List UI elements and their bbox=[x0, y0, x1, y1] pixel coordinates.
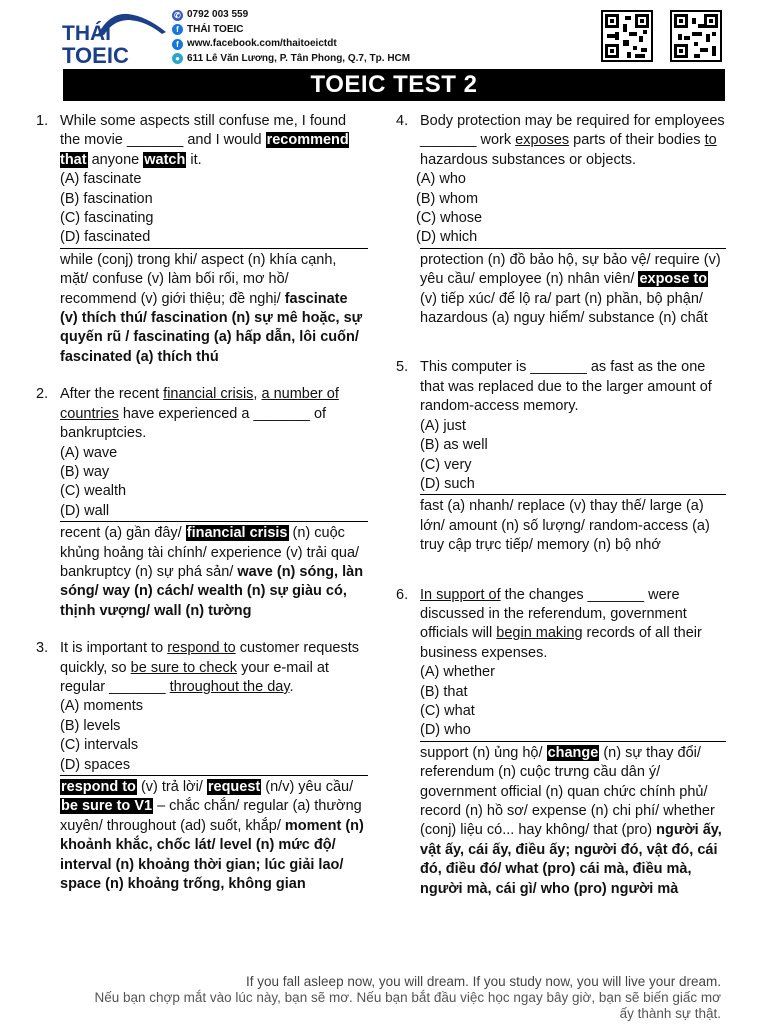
contact-address bbox=[172, 52, 410, 67]
option-b[interactable]: (B) whom bbox=[416, 190, 479, 207]
contact-facebook bbox=[172, 37, 410, 52]
qr-code-icon[interactable] bbox=[601, 10, 653, 62]
question-6 bbox=[396, 586, 726, 664]
option-d[interactable]: (D) spaces bbox=[60, 756, 131, 773]
option-c[interactable]: (C) intervals bbox=[60, 737, 139, 754]
vocabulary-notes: recent (a) gần đây/ financial crisis (n) cuộc khủng hoảng tài chính/ experience (v) trải qua/ bankruptcy (n) sự phá sản/ wave (n) sóng, làn sóng/ way (n) cách/ wealth (n) sự giàu có, thịnh vượng/ wall (n) tường bbox=[60, 521, 368, 621]
question-text: It is important to respond to customer requests quickly, so be sure to check your e-mail at regular _______ throughout the day. bbox=[60, 640, 360, 695]
option-c[interactable]: (C) whose bbox=[416, 210, 483, 227]
footer-quote-vietnamese-line1: Nếu bạn chợp mắt vào lúc này, bạn sẽ mơ. Nếu bạn bắt đầu việc học ngay bây giờ, bạn sẽ biến giấc mơ bbox=[94, 990, 721, 1005]
thai-toeic-logo bbox=[60, 8, 168, 68]
highlight: be sure to V1 bbox=[61, 798, 153, 815]
brand-name: THÁI TOEIC bbox=[187, 23, 244, 35]
options bbox=[396, 663, 726, 741]
option-d[interactable]: (D) fascinated bbox=[60, 229, 151, 246]
option-d[interactable]: (D) wall bbox=[60, 502, 110, 519]
option-a[interactable]: (A) who bbox=[416, 171, 466, 188]
highlight: change bbox=[547, 744, 599, 761]
phone-number[interactable]: 0792 003 559 bbox=[187, 9, 249, 20]
highlight: expose to bbox=[639, 271, 708, 288]
vocabulary-notes: protection (n) đồ bảo hộ, sự bảo vệ/ require (v) yêu cầu/ employee (n) nhân viên/ expose to (v) tiếp xúc/ để lộ ra/ part (n) phần, bộ phận/ hazardous (a) nguy hiểm/ substance (n) chất bbox=[420, 248, 726, 329]
option-c[interactable]: (C) fascinating bbox=[60, 210, 154, 227]
option-a[interactable]: (A) whether bbox=[420, 664, 495, 681]
question-3 bbox=[36, 639, 368, 697]
option-c[interactable]: (C) very bbox=[420, 456, 472, 473]
contact-phone bbox=[172, 8, 410, 23]
question-number: 1. bbox=[36, 113, 49, 129]
option-d[interactable]: (D) which bbox=[416, 229, 478, 246]
question-number: 3. bbox=[36, 640, 49, 657]
option-a[interactable]: (A) moments bbox=[60, 698, 143, 715]
options bbox=[36, 697, 368, 775]
option-b[interactable]: (B) as well bbox=[420, 437, 488, 454]
question-1 bbox=[36, 112, 368, 170]
contact-info bbox=[172, 8, 410, 66]
facebook-link[interactable]: www.facebook.com/thaitoeictdt bbox=[187, 38, 337, 49]
question-text: After the recent financial crisis, a number of countries have experienced a _______ of bankruptcies. bbox=[60, 386, 339, 442]
facebook-icon: f bbox=[172, 24, 183, 35]
question-number: 5. bbox=[396, 359, 409, 376]
option-b[interactable]: (B) levels bbox=[60, 717, 121, 734]
highlight: request bbox=[207, 779, 261, 795]
phone-icon: ✆ bbox=[172, 10, 183, 21]
options bbox=[36, 170, 368, 248]
option-a[interactable]: (A) fascinate bbox=[60, 171, 142, 188]
qr-code-icon[interactable] bbox=[670, 10, 722, 62]
options bbox=[396, 417, 726, 495]
option-d[interactable]: (D) who bbox=[420, 722, 471, 739]
vocabulary-notes: while (conj) trong khi/ aspect (n) khía cạnh, mặt/ confuse (v) làm bối rối, mơ hồ/ recommend (v) giới thiệu; đề nghị/ fascinate (v) thích thú/ fascination (n) sự mê hoặc, sự quyến rũ / fascinating (a) hấp dẫn, lôi cuốn/ fascinated (a) thích thú bbox=[60, 248, 368, 367]
contact-brand bbox=[172, 23, 410, 38]
left-column bbox=[36, 112, 368, 894]
vocabulary-notes: support (n) ủng hộ/ change (n) sự thay đổi/ referendum (n) cuộc trưng cầu dân ý/ government official (n) quan chức chính phủ/ record (n) hồ sơ/ expense (n) chi phí/ whether (conj) liệu có... hay không/ that (pro) người ấy, vật ấy, cái ấy, điều ấy; người đó, vật đó, cái đó, điều đó/ what (pro) cái mà, điều mà, người mà, cái gì/ who (pro) người mà bbox=[420, 741, 726, 899]
question-4 bbox=[396, 112, 726, 170]
question-number: 2. bbox=[36, 386, 49, 403]
question-text: While some aspects still confuse me, I found the movie _______ and I would recommend that anyone watch it. bbox=[60, 113, 349, 168]
option-b[interactable]: (B) fascination bbox=[60, 190, 153, 207]
options bbox=[36, 444, 368, 522]
location-pin-icon: ● bbox=[172, 53, 183, 64]
right-column bbox=[396, 112, 726, 899]
logo-text-toeic: TOEIC bbox=[62, 43, 129, 68]
option-a[interactable]: (A) wave bbox=[60, 444, 118, 461]
address-text: 611 Lê Văn Lương, P. Tân Phong, Q.7, Tp. HCM bbox=[187, 52, 411, 64]
footer-quote-english: If you fall asleep now, you will dream. If you study now, you will live your dream. bbox=[246, 974, 721, 989]
highlight: respond to bbox=[61, 779, 136, 795]
option-d[interactable]: (D) such bbox=[420, 475, 475, 492]
footer-quote-vietnamese-line2: ấy thành sự thật. bbox=[619, 1006, 721, 1021]
question-5 bbox=[396, 358, 726, 416]
highlight: financial crisis bbox=[186, 525, 288, 542]
test-title: TOEIC TEST 2 bbox=[63, 69, 725, 101]
option-c[interactable]: (C) what bbox=[420, 702, 475, 719]
option-b[interactable]: (B) way bbox=[60, 463, 110, 480]
question-number: 6. bbox=[396, 586, 409, 603]
option-a[interactable]: (A) just bbox=[420, 417, 466, 434]
question-number: 4. bbox=[396, 113, 409, 129]
facebook-icon: f bbox=[172, 39, 183, 50]
highlight: recommend that bbox=[60, 132, 349, 168]
question-text: In support of the changes _______ were discussed in the referendum, government officials will begin making records of all their business expenses. bbox=[420, 586, 702, 661]
motivational-footer bbox=[94, 974, 721, 1022]
vocabulary-notes: fast (a) nhanh/ replace (v) thay thế/ large (a) lớn/ amount (n) số lượng/ random-access (a) truy cập trực tiếp/ memory (n) bộ nhớ bbox=[420, 494, 726, 555]
logo-text-thai: THÁI bbox=[62, 22, 111, 45]
highlight: watch bbox=[144, 151, 186, 168]
question-text: This computer is _______ as fast as the one that was replaced due to the larger amount of random-access memory. bbox=[420, 359, 712, 415]
option-c[interactable]: (C) wealth bbox=[60, 483, 127, 500]
option-b[interactable]: (B) that bbox=[420, 683, 468, 700]
question-text: Body protection may be required for employees _______ work exposes parts of their bodies to hazardous substances or objects. bbox=[420, 113, 725, 168]
options bbox=[396, 170, 726, 248]
vocabulary-notes: respond to (v) trả lời/ request (n/v) yêu cầu/ be sure to V1 – chắc chắn/ regular (a) thường xuyên/ throughout (ad) suốt, khắp/ moment (n) khoảnh khắc, chốc lát/ level (n) mức độ/ interval (n) khoảng thời gian; lúc giải lao/ space (n) khoảng trống, không gian bbox=[60, 775, 368, 894]
question-2 bbox=[36, 385, 368, 443]
